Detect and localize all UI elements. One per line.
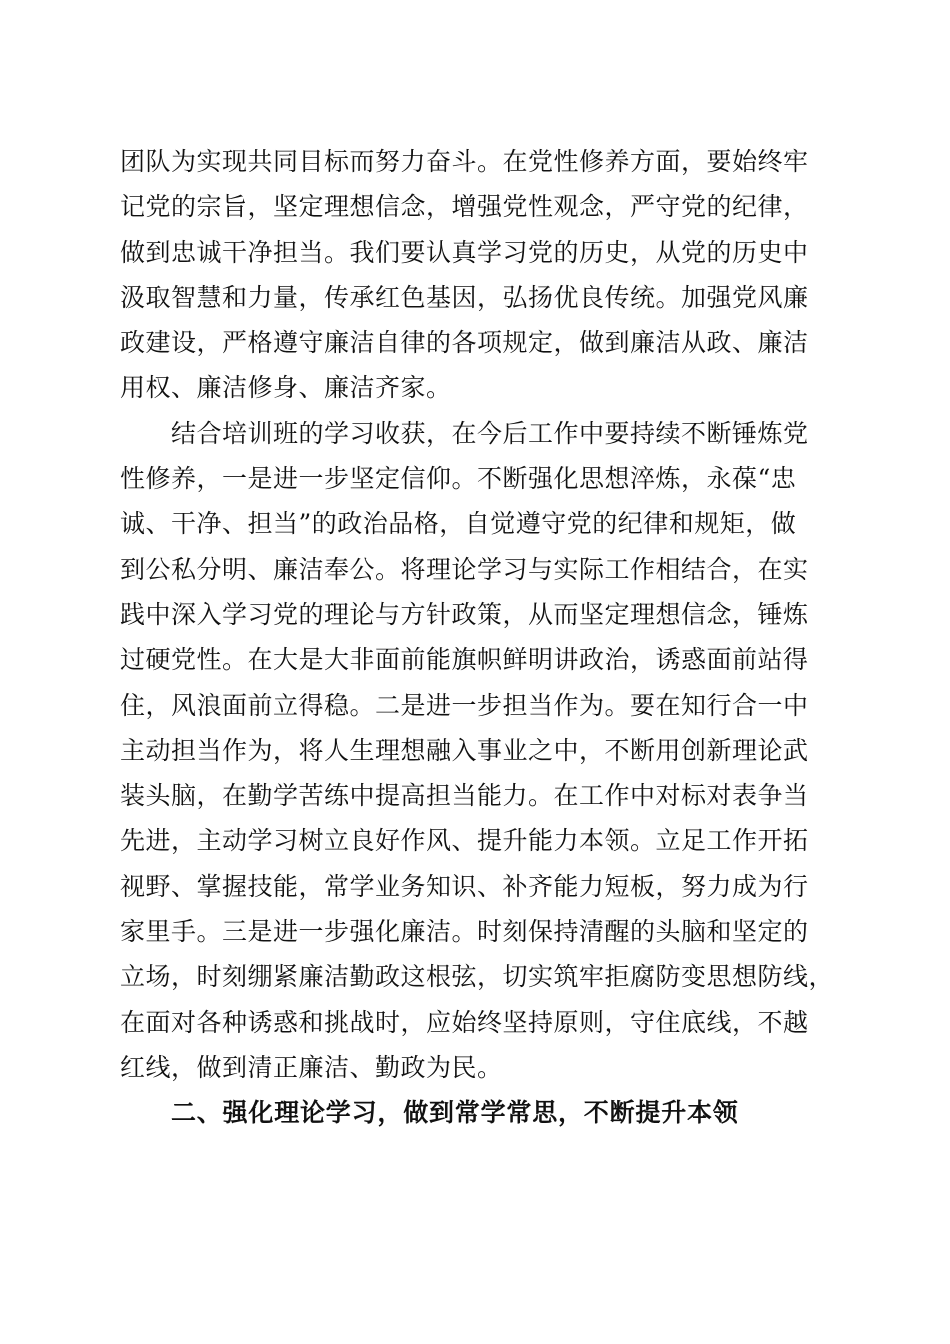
section-heading: 二、强化理论学习，做到常学常思，不断提升本领: [171, 1098, 739, 1128]
paragraph-line: 汲取智慧和力量，传承红色基因，弘扬优良传统。加强党风廉: [120, 282, 809, 312]
paragraph-line: 在面对各种诱惑和挑战时，应始终坚持原则，守住底线，不越: [120, 1007, 809, 1037]
paragraph-line: 家里手。三是进一步强化廉洁。时刻保持清醒的头脑和坚定的: [120, 917, 809, 947]
paragraph-line: 诚、干净、担当”的政治品格，自觉遵守党的纪律和规矩，做: [120, 509, 797, 539]
paragraph-line: 团队为实现共同目标而努力奋斗。在党性修养方面，要始终牢: [120, 147, 809, 176]
paragraph-2: [120, 411, 835, 1090]
paragraph-line: 红线，做到清正廉洁、勤政为民。: [120, 1052, 503, 1082]
paragraph-line: 过硬党性。在大是大非面前能旗帜鲜明讲政治，诱惑面前站得: [120, 645, 809, 675]
paragraph-line: 到公私分明、廉洁奉公。将理论学习与实际工作相结合，在实: [120, 554, 809, 584]
paragraph-line: 装头脑，在勤学苦练中提高担当能力。在工作中对标对表争当: [120, 781, 809, 811]
paragraph-line: 性修养，一是进一步坚定信仰。不断强化思想淬炼，永葆“忠: [120, 464, 797, 494]
paragraph-line: 先进，主动学习树立良好作风、提升能力本领。立足工作开拓: [120, 826, 809, 856]
paragraph-1: [120, 139, 832, 411]
paragraph-line: 立场，时刻绷紧廉洁勤政这根弦，切实筑牢拒腐防变思想防线，: [120, 962, 835, 992]
paragraph-line: 政建设，严格遵守廉洁自律的各项规定，做到廉洁从政、廉洁: [120, 328, 809, 358]
paragraph-line: 用权、廉洁修身、廉洁齐家。: [120, 373, 452, 403]
paragraph-line: 践中深入学习党的理论与方针政策，从而坚定理想信念，锤炼: [120, 599, 809, 629]
paragraph-line: 住，风浪面前立得稳。二是进一步担当作为。要在知行合一中: [120, 690, 809, 720]
document-body: [120, 139, 835, 1136]
paragraph-line: 做到忠诚干净担当。我们要认真学习党的历史，从党的历史中: [120, 237, 809, 267]
paragraph-line: 记党的宗旨，坚定理想信念，增强党性观念，严守党的纪律，: [120, 192, 809, 222]
paragraph-line: 视野、掌握技能，常学业务知识、补齐能力短板，努力成为行: [120, 871, 809, 901]
paragraph-line: 主动担当作为，将人生理想融入事业之中，不断用创新理论武: [120, 735, 809, 765]
paragraph-line: 结合培训班的学习收获，在今后工作中要持续不断锤炼党: [171, 418, 809, 448]
